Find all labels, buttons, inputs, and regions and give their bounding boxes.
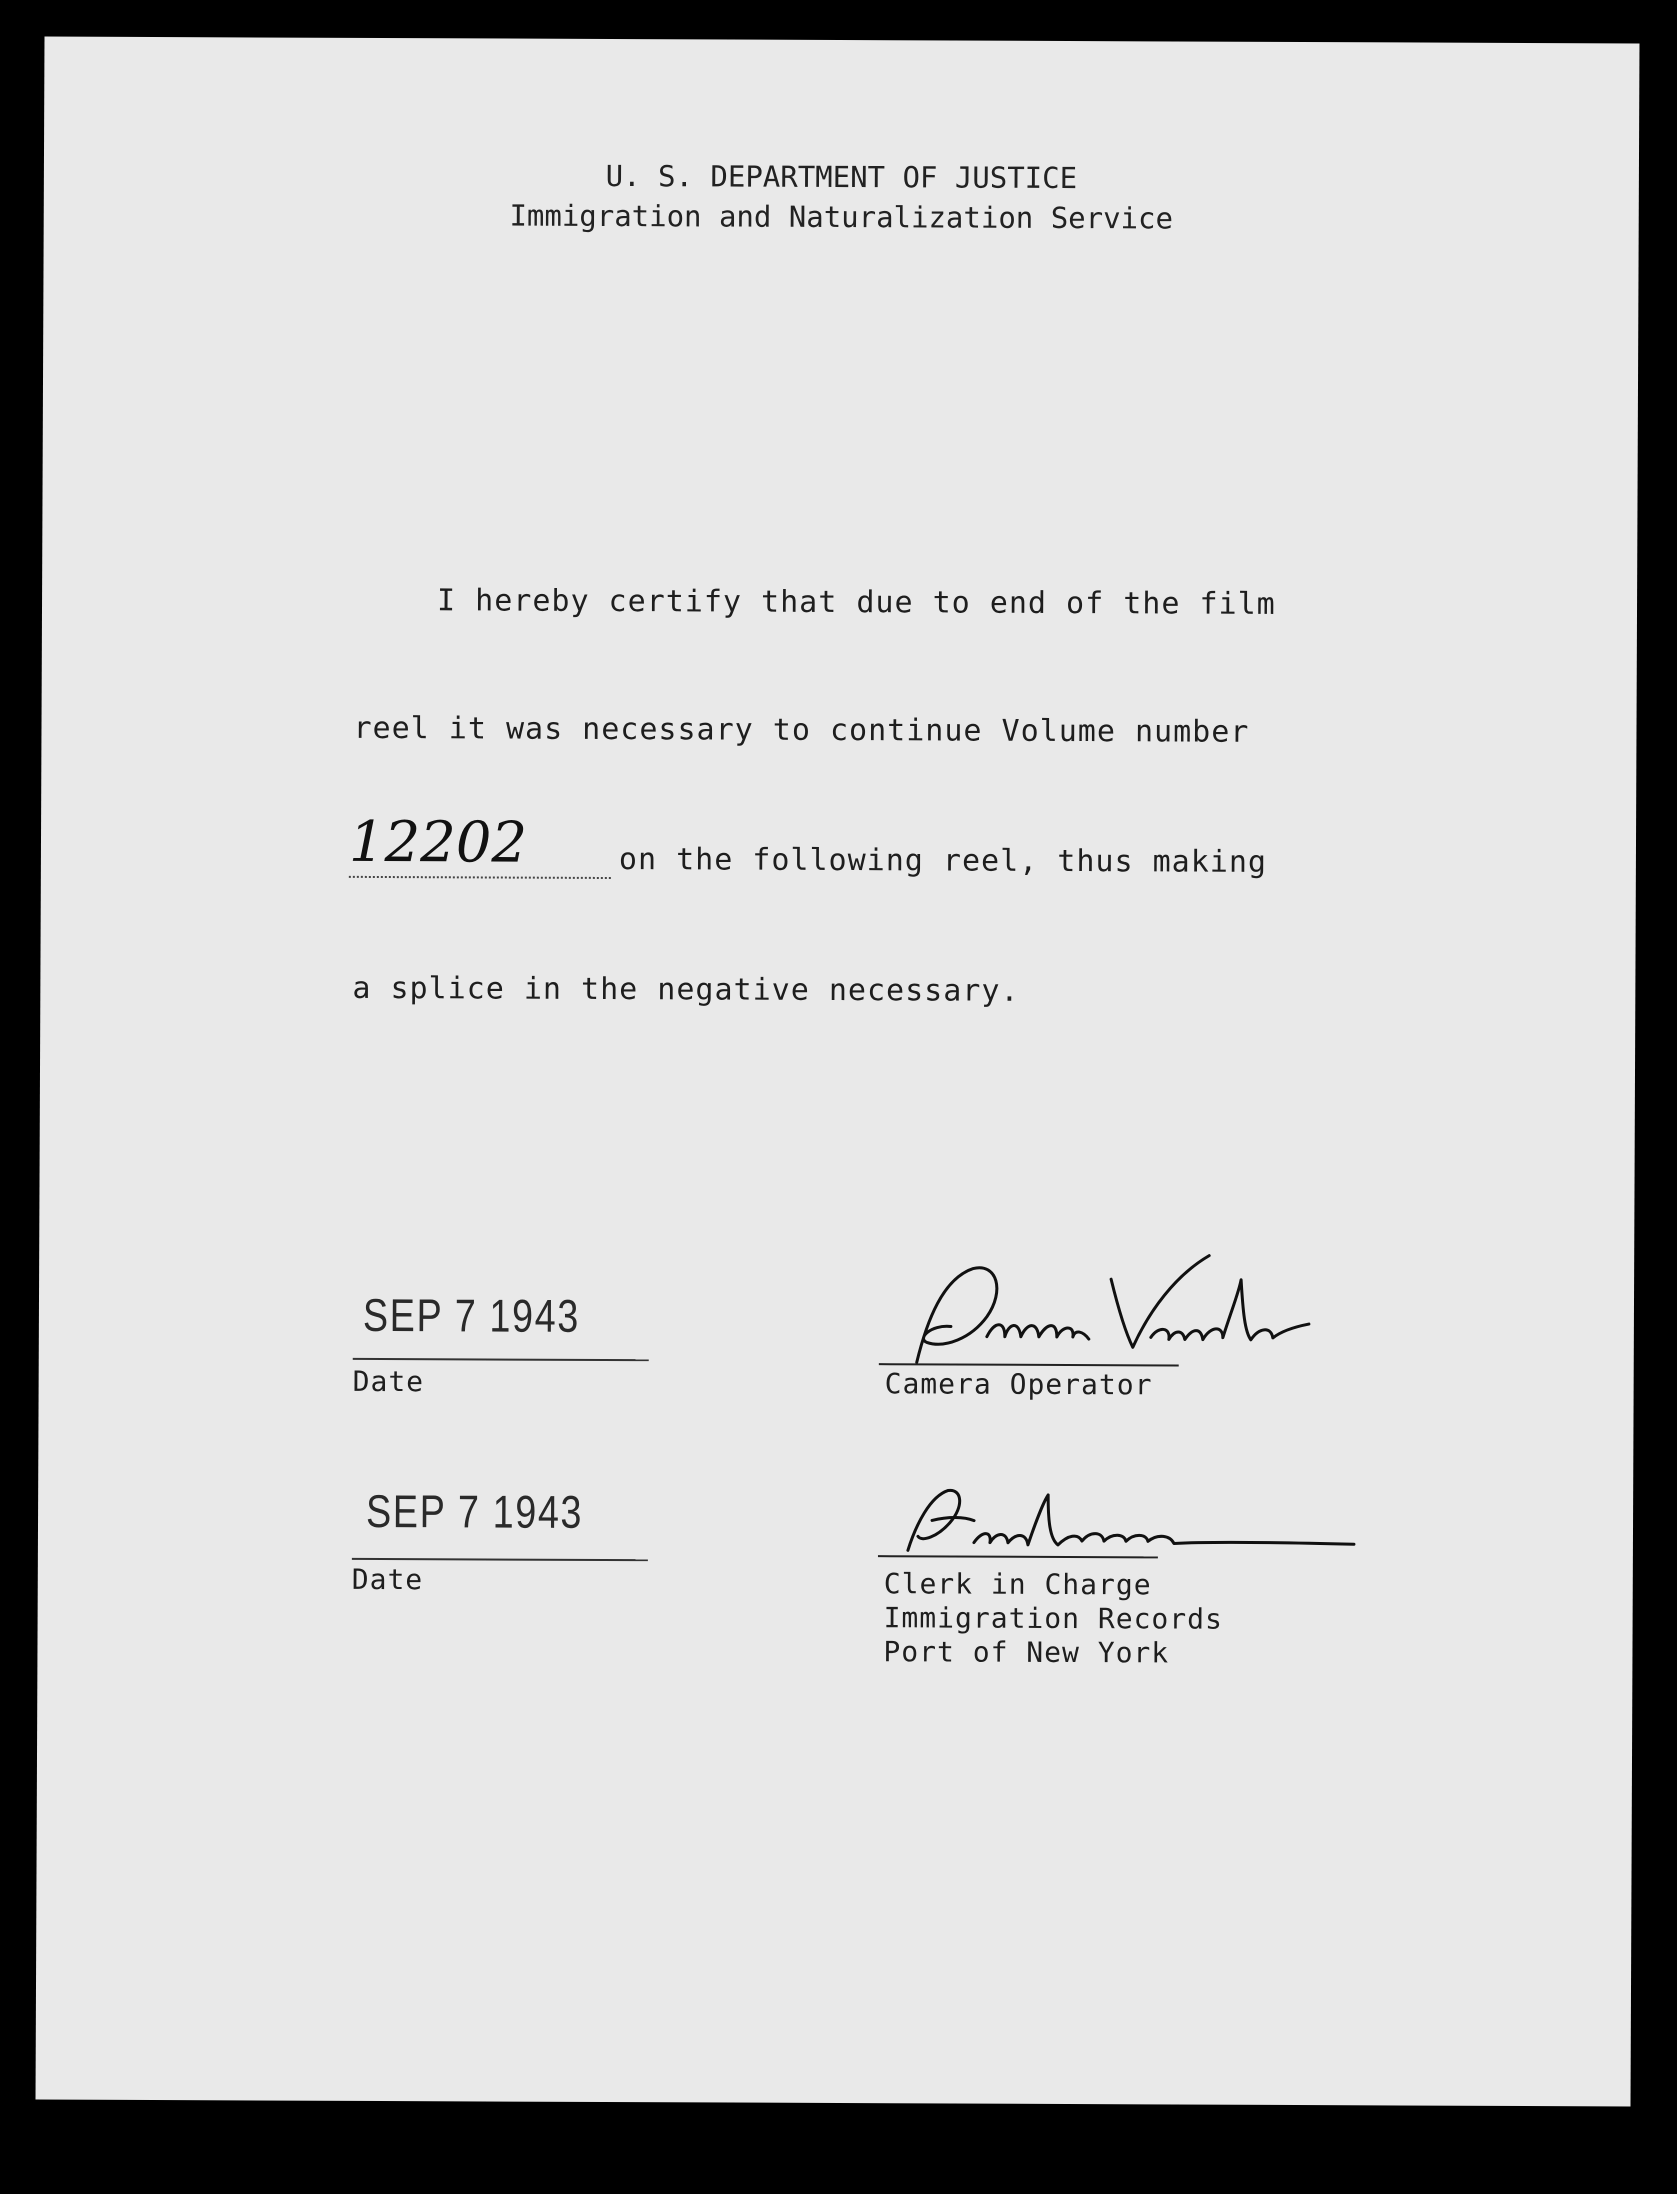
clerk-date-rule — [352, 1558, 648, 1561]
volume-number: 12202 — [348, 809, 528, 876]
clerk-role-line-3: Port of New York — [883, 1635, 1170, 1670]
clerk-signature — [878, 1480, 1398, 1572]
document-page — [36, 37, 1640, 2107]
camera-operator-signature — [879, 1250, 1400, 1382]
certification-line-3: on the following reel, thus making — [618, 842, 1268, 880]
camera-date-rule — [353, 1358, 649, 1361]
certification-line-2: reel it was necessary to continue Volume number — [353, 710, 1250, 750]
clerk-role-line-2: Immigration Records — [883, 1601, 1223, 1636]
camera-operator-label: Camera Operator — [884, 1367, 1153, 1402]
camera-date-label: Date — [352, 1364, 425, 1399]
camera-date-stamp: SEP 7 1943 — [362, 1288, 581, 1342]
certification-line-4: a splice in the negative necessary. — [352, 970, 1020, 1009]
volume-number-underline — [349, 876, 611, 879]
clerk-date-label: Date — [351, 1562, 424, 1597]
service-heading: Immigration and Naturalization Service — [509, 198, 1174, 236]
certification-line-1: I hereby certify that due to end of the film — [436, 583, 1276, 622]
agency-heading: U. S. DEPARTMENT OF JUSTICE — [605, 158, 1078, 196]
clerk-date-stamp: SEP 7 1943 — [365, 1484, 584, 1538]
clerk-role-line-1: Clerk in Charge — [883, 1567, 1152, 1602]
